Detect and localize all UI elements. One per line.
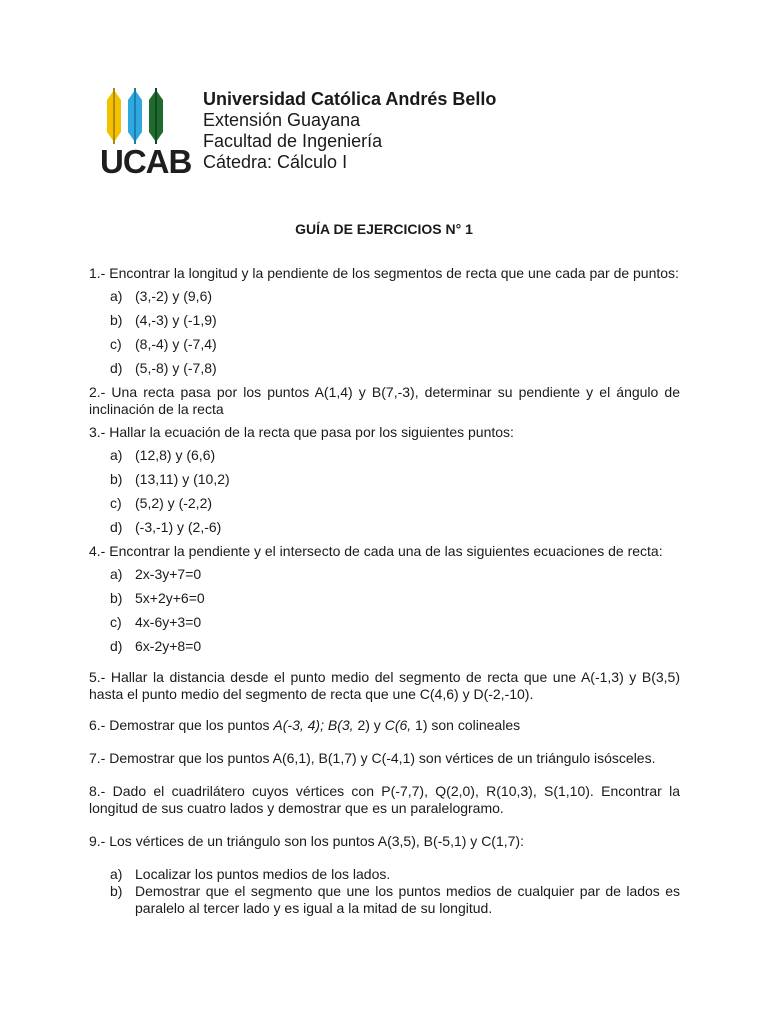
list-item: c) (8,-4) y (-7,4) [110,336,217,352]
list-item: a) Localizar los puntos medios de los lados. [110,866,391,882]
exercise-9-items [89,866,680,917]
list-item: a) (3,-2) y (9,6) [110,288,213,304]
list-item: b) 5x+2y+6=0 [110,590,205,606]
exercise-4: 4.- Encontrar la pendiente y el intersecto de cada una de las siguientes ecuaciones de recta: [89,543,663,559]
campus-name: Extensión Guayana [203,110,361,130]
logo-text: UCAB [100,143,192,180]
exercise-3: 3.- Hallar la ecuación de la recta que pasa por los siguientes puntos: [89,424,514,440]
list-item: b) (13,11) y (10,2) [110,471,230,487]
list-item: a) (12,8) y (6,6) [110,447,216,463]
list-item: c) 4x-6y+3=0 [110,614,202,630]
list-item: d) (-3,-1) y (2,-6) [110,519,222,535]
list-item: a) 2x-3y+7=0 [110,566,202,582]
exercise-8: 8.- Dado el cuadrilátero cuyos vértices con P(-7,7), Q(2,0), R(10,3), S(1,10). Encontrar la longitud de sus cuatro lados y demostrar que es un paralelogramo. [89,783,680,816]
institution-header [203,89,496,173]
exercise-4-items [89,566,680,655]
page-title: GUÍA DE EJERCICIOS N° 1 [295,221,473,237]
list-item: d) (5,-8) y (-7,8) [110,360,217,376]
logo-mark-icon [102,88,182,144]
exercise-list [89,265,680,923]
exercise-3-items [89,447,680,536]
list-item: b) Demostrar que el segmento que une los puntos medios de cualquier par de lados es paralelo al tercer lado y es igual a la mitad de su longitud. [110,883,680,916]
list-item: d) 6x-2y+8=0 [110,638,202,654]
exercise-1: 1.- Encontrar la longitud y la pendiente de los segmentos de recta que une cada par de puntos: [89,265,679,281]
list-item: c) (5,2) y (-2,2) [110,495,213,511]
faculty-name: Facultad de Ingeniería [203,131,383,151]
exercise-7: 7.- Demostrar que los puntos A(6,1), B(1,7) y C(-4,1) son vértices de un triángulo isósceles. [89,750,656,766]
course-name: Cátedra: Cálculo I [203,152,348,172]
university-logo [100,88,190,180]
exercise-9: 9.- Los vértices de un triángulo son los puntos A(3,5), B(-5,1) y C(1,7): [89,833,524,849]
exercise-1-items [89,288,680,377]
exercise-2: 2.- Una recta pasa por los puntos A(1,4) y B(7,-3), determinar su pendiente y el ángulo de inclinación de la recta [89,384,680,417]
list-item: b) (4,-3) y (-1,9) [110,312,217,328]
exercise-6: 6.- Demostrar que los puntos A(-3, 4); B(3, 2) y C(6, 1) son colineales [89,717,521,733]
university-name: Universidad Católica Andrés Bello [203,89,497,109]
exercise-5: 5.- Hallar la distancia desde el punto medio del segmento de recta que une A(-1,3) y B(3,5) hasta el punto medio del segmento de recta que une C(4,6) y D(-2,-10). [89,669,680,702]
